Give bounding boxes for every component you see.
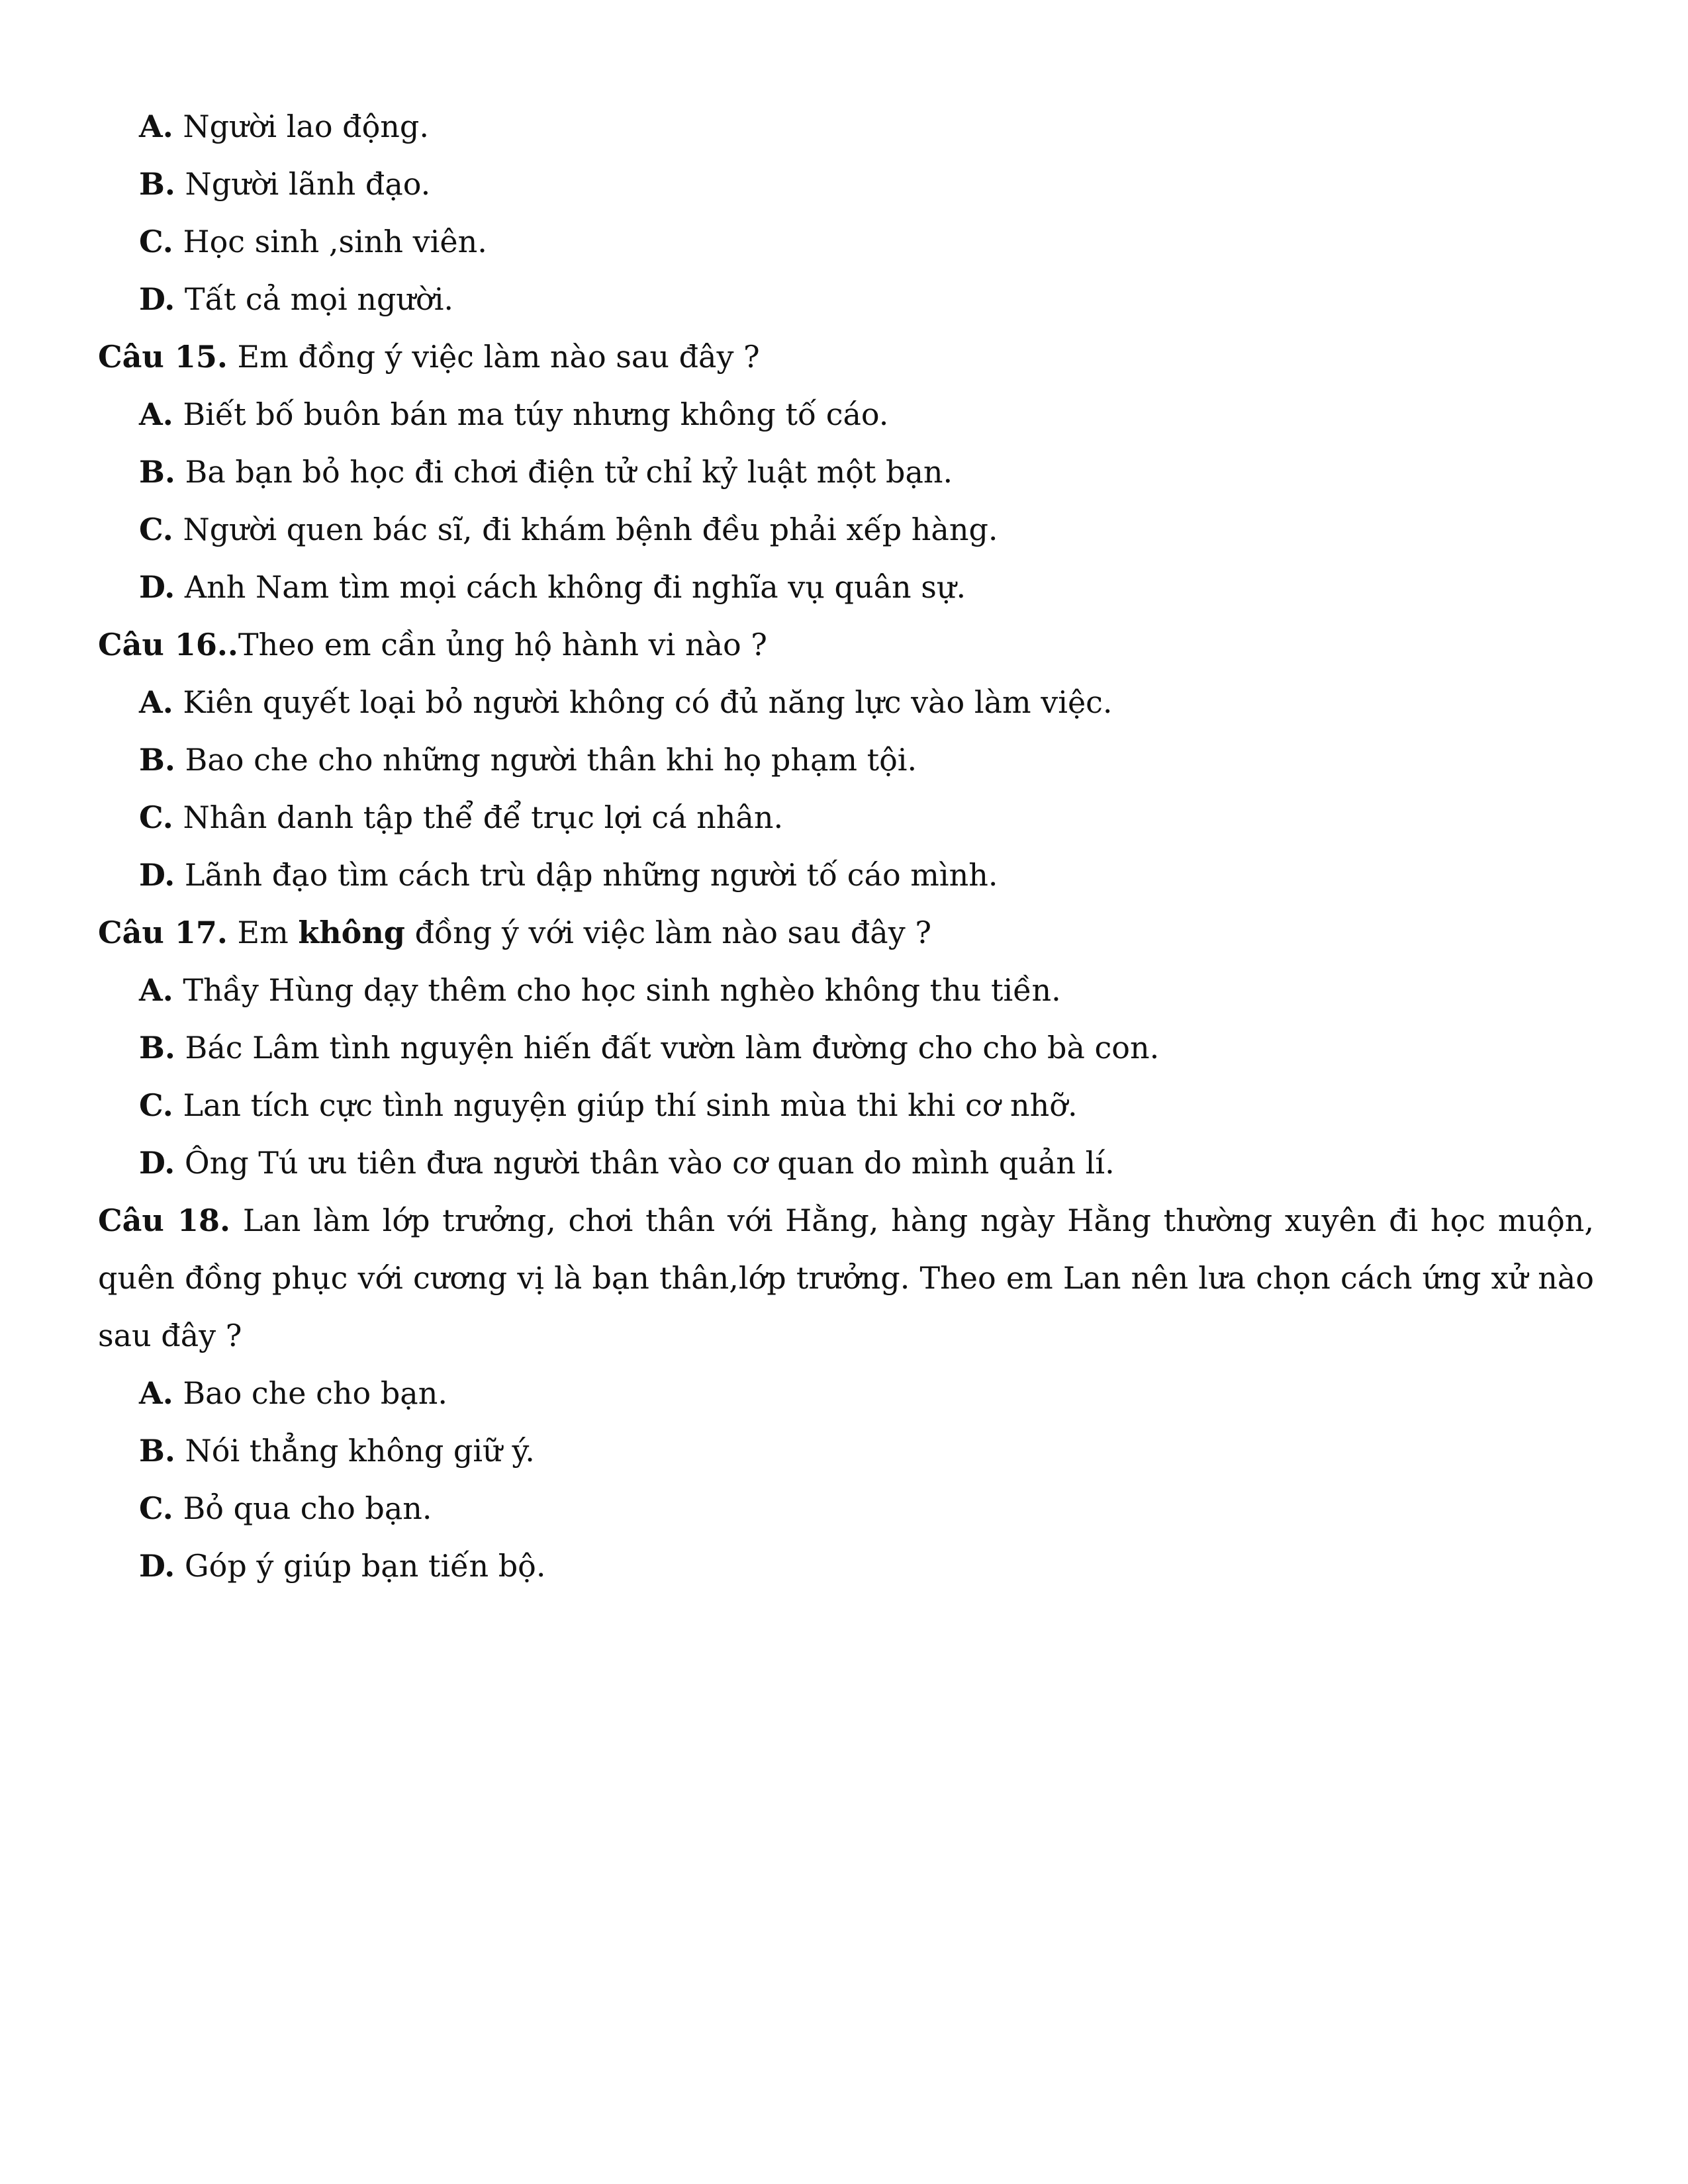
- q18-option-a: A. Bao che cho bạn.: [139, 1375, 447, 1411]
- question-text: Lan làm lớp trưởng, chơi thân với Hằng, hàng ngày Hằng thường xuyên đi học muộn, quên đồng phục với cương vị là bạn thân,lớp trưởng. Theo em Lan nên lưa chọn cách ứng xử nào sau đây ?: [98, 1203, 1595, 1353]
- prev-option-a: A. Người lao động.: [139, 109, 429, 144]
- q17-option-b: B. Bác Lâm tình nguyện hiến đất vườn làm đường cho cho bà con.: [139, 1030, 1160, 1066]
- question-17: Câu 17. Em không đồng ý với việc làm nào sau đây ?: [98, 915, 931, 950]
- q18-option-b: B. Nói thẳng không giữ ý.: [139, 1433, 535, 1469]
- q18-option-d: D. Góp ý giúp bạn tiến bộ.: [139, 1548, 546, 1584]
- prev-option-b: B. Người lãnh đạo.: [139, 166, 431, 202]
- question-text: Em đồng ý việc làm nào sau đây ?: [237, 339, 760, 375]
- question-text: Theo em cần ủng hộ hành vi nào ?: [238, 627, 767, 662]
- question-label: Câu 16..: [98, 627, 238, 662]
- question-16: [98, 616, 1594, 674]
- question-label: Câu 17.: [98, 915, 228, 950]
- q15-option-d: D. Anh Nam tìm mọi cách không đi nghĩa vụ quân sự.: [139, 569, 966, 605]
- question-label: Câu 18.: [98, 1203, 231, 1238]
- q18-option-c: C. Bỏ qua cho bạn.: [139, 1490, 432, 1526]
- q15-option-a: A. Biết bố buôn bán ma túy nhưng không tố cáo.: [139, 396, 889, 432]
- q15-option-c: C. Người quen bác sĩ, đi khám bệnh đều phải xếp hàng.: [139, 512, 998, 547]
- q15-option-b: B. Ba bạn bỏ học đi chơi điện tử chỉ kỷ luật một bạn.: [139, 454, 953, 490]
- q17-option-a: A. Thầy Hùng dạy thêm cho học sinh nghèo không thu tiền.: [139, 972, 1061, 1008]
- q16-option-b: B. Bao che cho những người thân khi họ phạm tội.: [139, 742, 917, 778]
- q16-option-d: D. Lãnh đạo tìm cách trù dập những người tố cáo mình.: [139, 857, 998, 893]
- prev-option-c: C. Học sinh ,sinh viên.: [139, 224, 487, 259]
- question-18: [98, 1192, 1594, 1365]
- document-page: [98, 98, 1594, 1595]
- question-label: Câu 15.: [98, 339, 228, 375]
- q16-option-c: C. Nhân danh tập thể để trục lợi cá nhân.: [139, 799, 784, 835]
- q16-option-a: A. Kiên quyết loại bỏ người không có đủ năng lực vào làm việc.: [139, 684, 1113, 720]
- question-15: [98, 328, 1594, 386]
- q17-option-d: D. Ông Tú ưu tiên đưa người thân vào cơ quan do mình quản lí.: [139, 1145, 1115, 1181]
- q17-option-c: C. Lan tích cực tình nguyện giúp thí sinh mùa thi khi cơ nhỡ.: [139, 1087, 1078, 1123]
- question-emphasis: không: [298, 915, 405, 950]
- prev-option-d: D. Tất cả mọi người.: [139, 281, 454, 317]
